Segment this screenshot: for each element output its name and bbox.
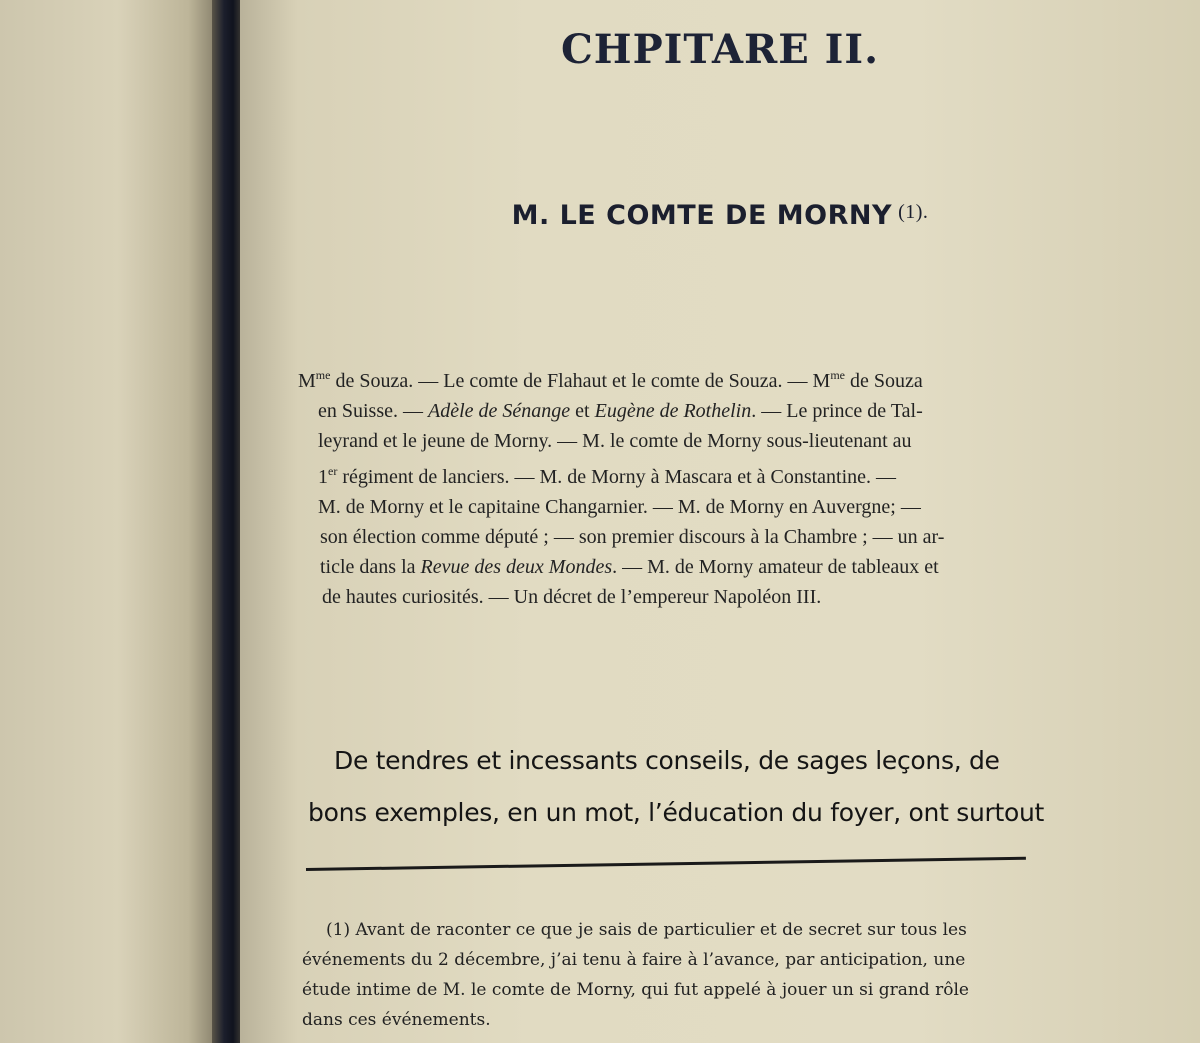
left-page — [0, 0, 214, 1043]
summary-line: ticle dans la Revue des deux Mondes. — M. de Morny amateur de tableaux et — [320, 556, 939, 578]
section-title — [240, 200, 1200, 231]
body-paragraph — [308, 735, 1048, 839]
footnote — [302, 915, 1042, 1035]
footnote-line: dans ces événements. — [302, 1010, 491, 1030]
summary-line: $M^{me}$ de Souza. — Le comte de Flahaut et le comte de Souza. — $M^{me}$ de Souza — [298, 368, 923, 392]
chapter-summary — [298, 360, 1088, 612]
summary-line: de hautes curiosités. — Un décret de l’empereur Napoléon III. — [322, 586, 822, 608]
footnote-line: événements du 2 décembre, j’ai tenu à faire à l’avance, par anticipation, une — [302, 950, 966, 970]
summary-line: en Suisse. — Adèle de Sénange et Eugène de Rothelin. — Le prince de Tal- — [318, 400, 923, 422]
body-line: bons exemples, en un mot, l’éducation du foyer, ont surtout — [308, 798, 1045, 827]
summary-line: 1er régiment de lanciers. — M. de Morny à Mascara et à Constantine. — — [318, 464, 897, 488]
summary-line: leyrand et le jeune de Morny. — M. le comte de Morny sous-lieutenant au — [318, 430, 912, 452]
summary-line: M. de Morny et le capitaine Changarnier. — M. de Morny en Auvergne; — — [318, 496, 921, 518]
summary-line: son élection comme député ; — son premier discours à la Chambre ; — un ar- — [320, 526, 945, 548]
right-page — [240, 0, 1200, 1043]
section-title-text: M. LE COMTE DE MORNY — [511, 200, 893, 231]
footnote-line: étude intime de M. le comte de Morny, qui fut appelé à jouer un si grand rôle — [302, 980, 969, 1000]
footnote-separator — [306, 857, 1026, 871]
chapter-title: CHPITARE II. — [560, 26, 880, 73]
footnote-reference: (1). — [898, 201, 929, 223]
body-line: De tendres et incessants conseils, de sages leçons, de — [334, 746, 1000, 775]
footnote-line: (1) Avant de raconter ce que je sais de particulier et de secret sur tous les — [326, 920, 967, 940]
book-spine — [212, 0, 242, 1043]
